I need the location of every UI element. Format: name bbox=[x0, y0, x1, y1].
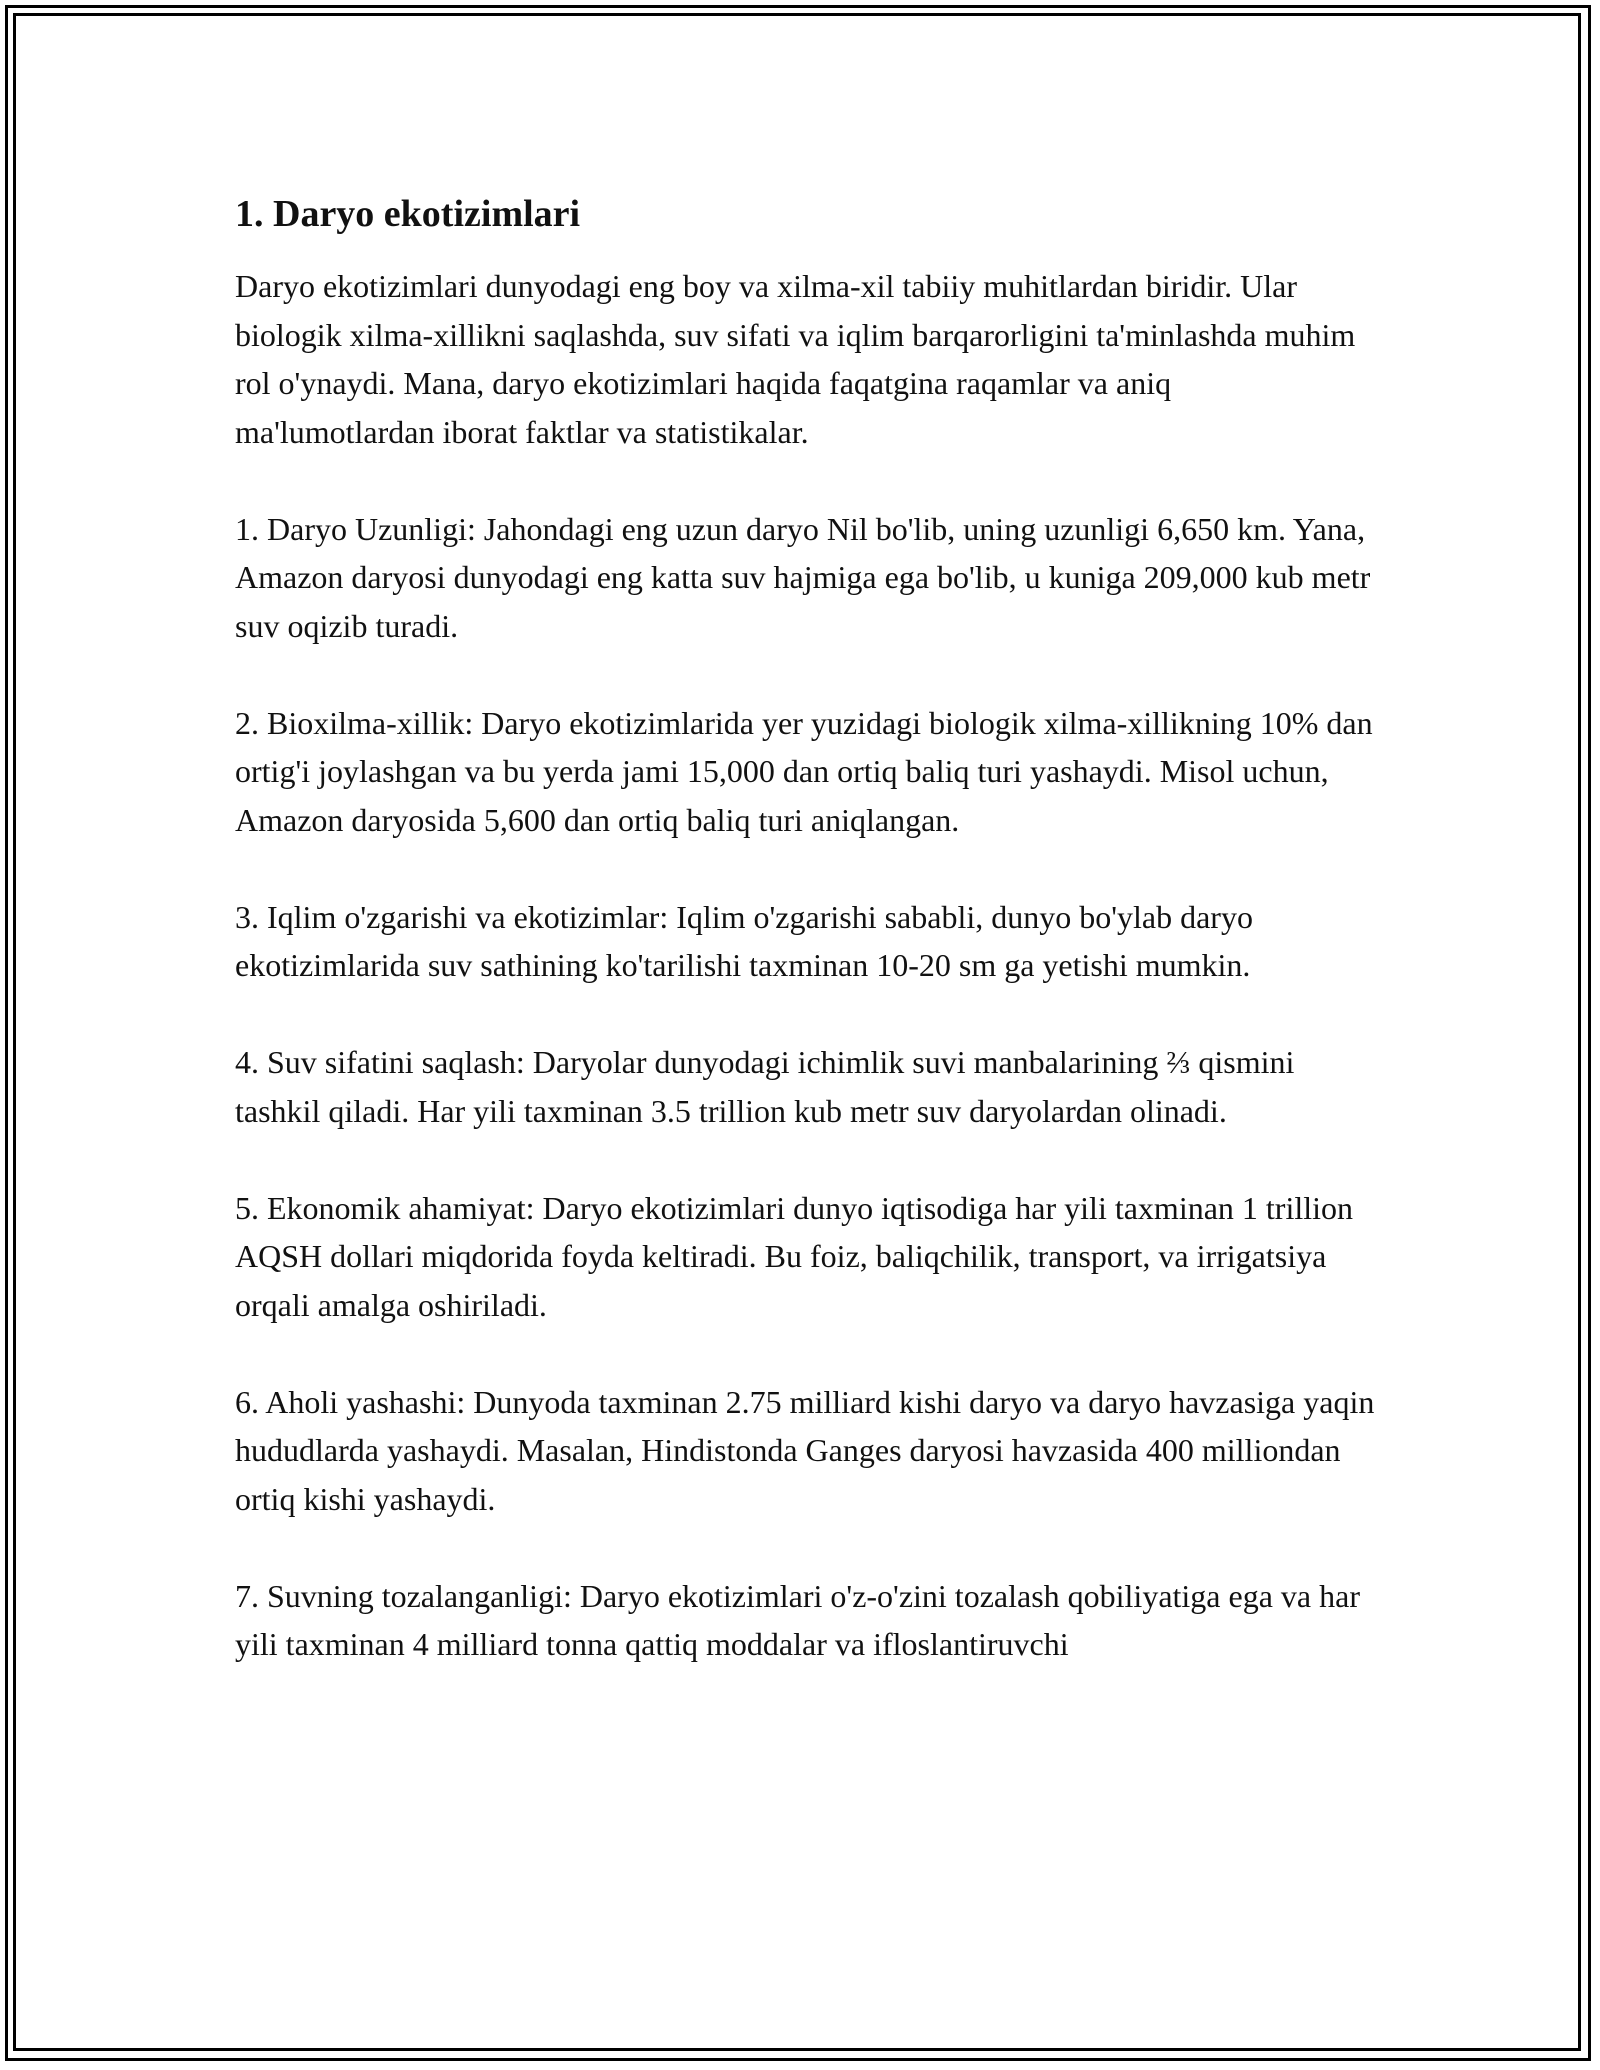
document-title: 1. Daryo ekotizimlari bbox=[235, 193, 581, 235]
fact-economic-importance: 5. Ekonomik ahamiyat: Daryo ekotizimlari dunyo iqtisodiga har yili taxminan 1 trillion AQSH dollari miqdorida foyda keltiradi. Bu foiz, baliqchilik, transport, va irrigatsiya orqali amalga oshiriladi. bbox=[235, 1189, 1354, 1323]
fact-river-length: 1. Daryo Uzunligi: Jahondagi eng uzun daryo Nil bo'lib, uning uzunligi 6,650 km. Yana, Amazon daryosi dunyodagi eng katta suv hajmiga ega bo'lib, u kuniga 209,000 kub metr suv oqizib turadi. bbox=[235, 510, 1371, 644]
fact-population: 6. Aholi yashashi: Dunyoda taxminan 2.75 milliard kishi daryo va daryo havzasiga yaqin hududlarda yashaydi. Masalan, Hindistonda Ganges daryosi havzasida 400 milliondan ortiq kishi yashaydi. bbox=[235, 1383, 1375, 1517]
fact-biodiversity: 2. Bioxilma-xillik: Daryo ekotizimlarida yer yuzidagi biologik xilma-xillikning 10% dan ortig'i joylashgan va bu yerda jami 15,000 dan ortiq baliq turi yashaydi. Misol uchun, Amazon daryosida 5,600 dan ortiq baliq turi aniqlangan. bbox=[235, 704, 1373, 838]
intro-paragraph: Daryo ekotizimlari dunyodagi eng boy va xilma-xil tabiiy muhitlardan biridir. Ular biologik xilma-xillikni saqlashda, suv sifati va iqlim barqarorligini ta'minlashda muhim rol o'ynaydi. Mana, daryo ekotizimlari haqida faqatgina raqamlar va aniq ma'lumotlardan iborat faktlar va statistikalar. bbox=[235, 268, 1356, 450]
fact-water-quality: 4. Suv sifatini saqlash: Daryolar dunyodagi ichimlik suvi manbalarining ⅔ qismini tashkil qiladi. Har yili taxminan 3.5 trillion kub metr suv daryolardan olinadi. bbox=[235, 1044, 1295, 1129]
fact-climate-change: 3. Iqlim o'zgarishi va ekotizimlar: Iqlim o'zgarishi sababli, dunyo bo'ylab daryo ekotizimlarida suv sathining ko'tarilishi taxminan 10-20 sm ga yetishi mumkin. bbox=[235, 898, 1253, 983]
document-body bbox=[235, 188, 1375, 1717]
fact-self-purification: 7. Suvning tozalanganligi: Daryo ekotizimlari o'z-o'zini tozalash qobiliyatiga ega va har yili taxminan 4 milliard tonna qattiq moddalar va ifloslantiruvchi bbox=[235, 1577, 1360, 1662]
